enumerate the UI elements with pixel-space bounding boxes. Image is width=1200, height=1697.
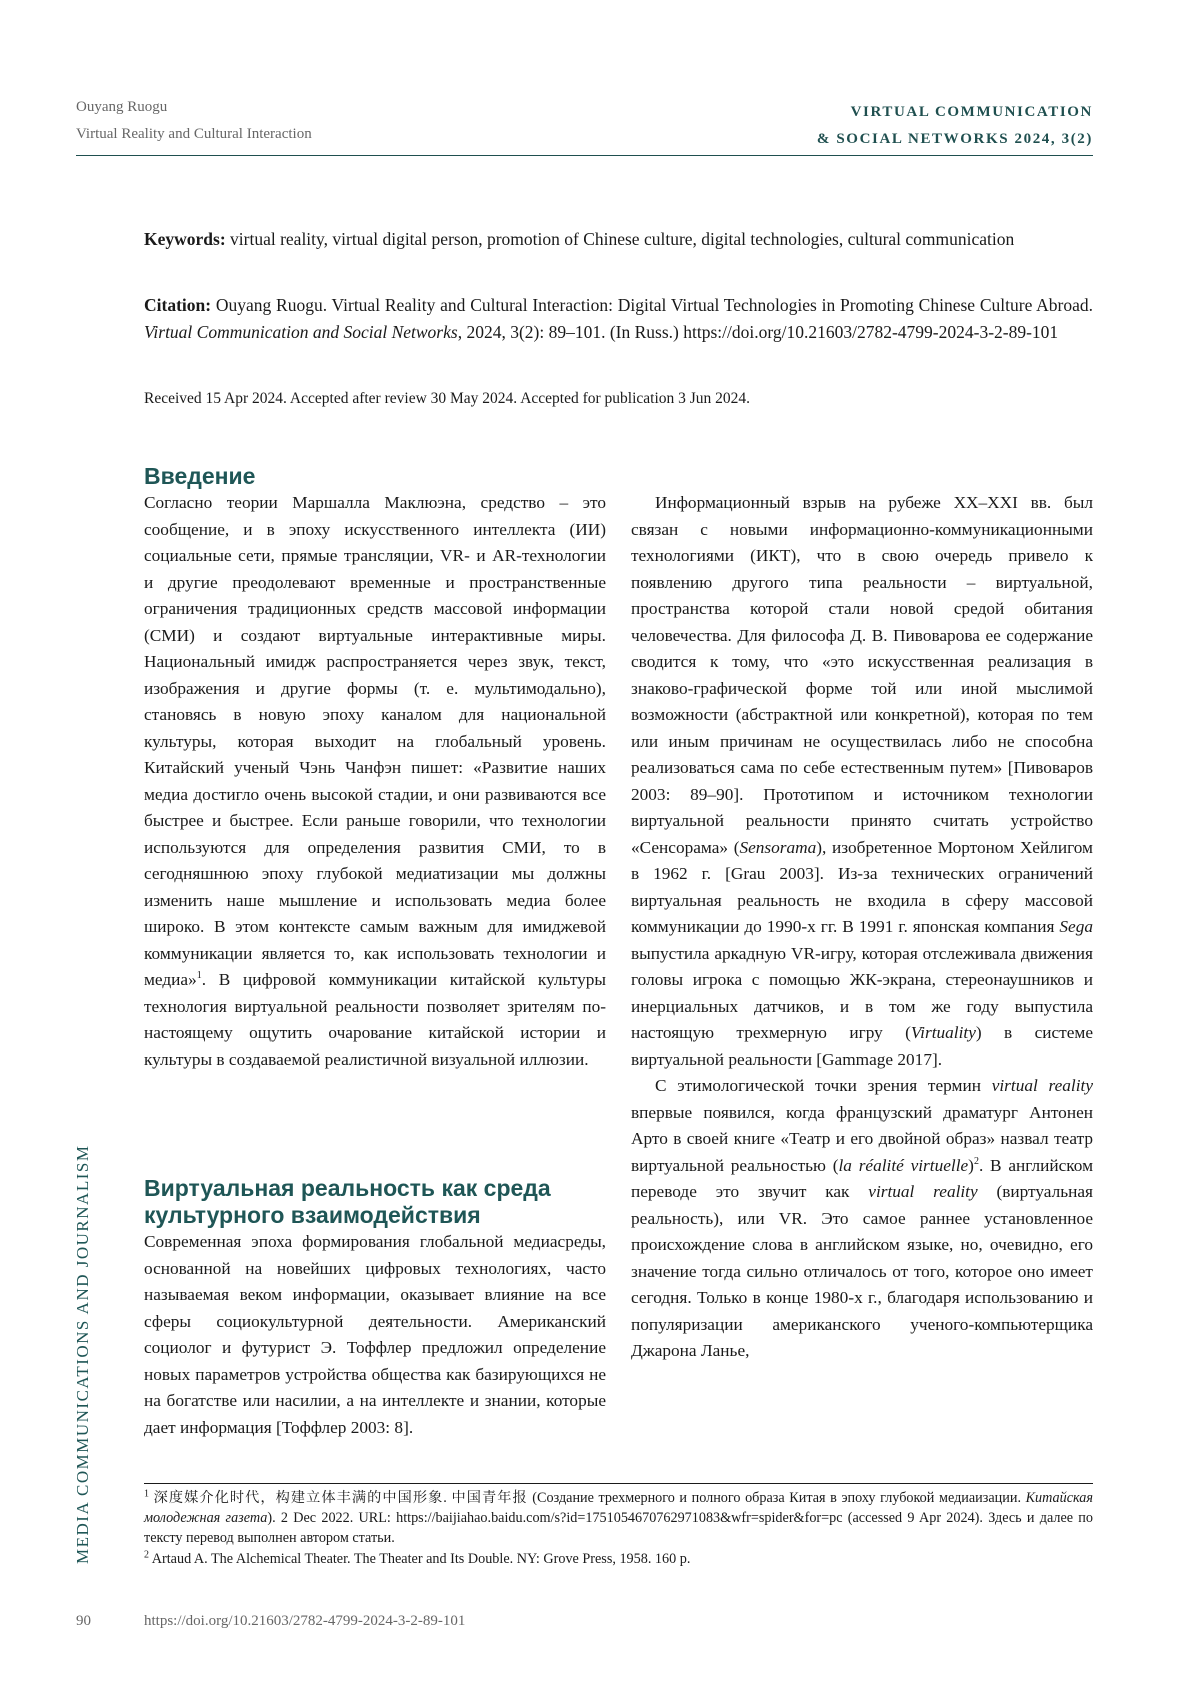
citation-label: Citation:	[144, 295, 212, 315]
left-column	[144, 490, 606, 1073]
intro-text-b: . В цифровой коммуникации китайской культуры технология виртуальной реальности позволяет зрителям по-настоящему ощутить очарование китайской истории и культуры в создаваемой реалистичной визуальной иллюзии.	[144, 970, 606, 1069]
p1-text-d: ) в системе виртуальной реальности [Gammage 2017].	[631, 1023, 1093, 1069]
p1-sega: Sega	[1059, 917, 1093, 936]
etymology-paragraph	[631, 1073, 1093, 1365]
running-author: Ouyang Ruogu	[76, 99, 168, 115]
section-side-label: MEDIA COMMUNICATIONS AND JOURNALISM	[73, 1144, 92, 1564]
footnote-2-text: Artaud A. The Alchemical Theater. The Theater and Its Double. NY: Grove Press, 1958. 160 p.	[151, 1551, 691, 1567]
citation	[144, 292, 1093, 346]
heading-virtual-reality: Виртуальная реальность как среда культурного взаимодействия	[144, 1175, 551, 1228]
p2-text-b: впервые появился, когда французский драматург Антонен Арто в своей книге «Театр и его двойной образ» назвал театр виртуальной реальностью (	[631, 1102, 1093, 1175]
intro-text-a: Согласно теории Маршалла Маклюэна, средство – это сообщение, и в эпоху искусственного интеллекта (ИИ) социальные сети, прямые трансляции, VR- и AR-технологии и другие преодолевают временные и пространственные ограничения традиционных средств массовой информации (СМИ) и создают виртуальные интерактивные миры. Национальный имидж распространяется через звук, текст, изображения и другие формы (т. е. мультимодально), становясь в новую эпоху каналом для национальной культуры, которая выходит на глобальный уровень. Китайский ученый Чэнь Чанфэн пишет: «Развитие наших медиа достигло очень высокой стадии, и они развиваются все быстрее и быстрее. Если раньше говорили, что технологии используются для определения развития СМИ, то в сегодняшнюю эпоху глубокой медиатизации мы должны изменить наше мышление и использовать медиа более широко. В этом контексте самым важным для имиджевой коммуникации является то, как использовать технологии и медиа»	[144, 493, 606, 989]
p1-virtuality: Virtuality	[910, 1023, 976, 1042]
footer-doi-link[interactable]: https://doi.org/10.21603/2782-4799-2024-3-2-89-101	[144, 1613, 466, 1629]
vr-paragraph: Современная эпоха формирования глобальной медиасреды, основанной на новейших цифровых технологиях, часто называемая веком информации, оказывает влияние на все сферы социокультурной деятельности. Американский социолог и футурист Э. Тоффлер предложил определение новых параметров устройства общества как базирующихся не на богатстве или насилии, а на интеллекте и знании, которые дает информация [Тоффлер 2003: 8].	[144, 1232, 606, 1437]
citation-text-2: , 2024, 3(2): 89–101. (In Russ.) https://doi.org/10.21603/2782-4799-2024-3-2-89-101	[457, 322, 1059, 342]
right-column	[631, 490, 1093, 1365]
footnote-1	[144, 1488, 1093, 1548]
footnote-rule	[144, 1483, 1093, 1484]
citation-journal: Virtual Communication and Social Networks	[144, 322, 458, 342]
p2-virtual-reality-2: virtual reality	[868, 1182, 978, 1201]
footnote-1-text-a: 深度媒介化时代，构建立体丰满的中国形象. 中国青年报 (Создание трехмерного и полного образа Китая в эпоху глубокой медиаизации.	[153, 1490, 1026, 1506]
footnote-1-number: 1	[144, 1488, 149, 1500]
p1-text-c: выпустила аркадную VR-игру, которая отслеживала движения головы игрока с помощью ЖК-экрана, стереонаушников и инерциальных датчиков, и в том же году выпустила настоящую трехмерную игру (	[631, 943, 1093, 1042]
journal-name	[817, 99, 1093, 153]
keywords-label: Keywords:	[144, 229, 226, 249]
p2-la-realite: la réalité virtuelle	[838, 1155, 969, 1175]
running-title: Virtual Reality and Cultural Interaction	[76, 126, 312, 142]
footnote-2	[144, 1549, 1093, 1569]
received-dates: Received 15 Apr 2024. Accepted after review 30 May 2024. Accepted for publication 3 Jun 2024.	[144, 390, 751, 407]
citation-text-1: Ouyang Ruogu. Virtual Reality and Cultural Interaction: Digital Virtual Technologies in Promoting Chinese Culture Abroad.	[215, 295, 1093, 315]
p1-text-a: Информационный взрыв на рубеже XX–XXI вв. был связан с новыми информационно-коммуникационными технологиями (ИКТ), что в свою очередь привело к появлению другого типа реальности – виртуальной, пространства которой стали новой средой обитания человечества. Для философа Д. В. Пивоварова ее содержание сводится к тому, что «это искусственная реализация в знаково-графической форме той или иной мыслимой возможности (абстрактной или конкретной), которая по тем или иным причинам не осуществилась либо не способна реализоваться сама по себе естественным путем» [Пивоваров 2003: 89–90]. Прототипом и источником технологии виртуальной реальности принято считать устройство «Сенсорама» (	[631, 493, 1093, 857]
p2-virtual-reality-1: virtual reality	[991, 1076, 1093, 1095]
p2-text-a: С этимологической точки зрения термин	[655, 1076, 992, 1095]
footnote-1-italic: Китайская молодежная газета	[144, 1490, 1093, 1526]
page-number: 90	[76, 1613, 91, 1629]
p1-text-b: ), изобретенное Мортоном Хейлигом в 1962 г. [Grau 2003]. Из-за технических ограничений виртуальная реальность не входила в сферу массовой коммуникации до 1990-х гг. В 1991 г. японская компания	[631, 837, 1093, 936]
p2-text-d: . В английском переводе это звучит как	[631, 1155, 1093, 1201]
journal-name-line1: VIRTUAL COMMUNICATION	[850, 104, 1093, 120]
keywords	[144, 226, 1093, 253]
p2-text-c: )	[968, 1155, 974, 1175]
footnote-ref-1[interactable]: 1	[196, 970, 202, 982]
header-rule	[76, 155, 1093, 156]
keywords-text: virtual reality, virtual digital person, promotion of Chinese culture, digital technologies, cultural communication	[230, 229, 1015, 249]
heading-introduction: Введение	[144, 463, 256, 489]
footnote-2-number: 2	[144, 1549, 149, 1561]
p1-sensorama: Sensorama	[739, 837, 817, 857]
footnote-ref-2[interactable]: 2	[973, 1155, 979, 1167]
intro-paragraph	[144, 490, 606, 1073]
p2-text-e: (виртуальная реальность), или VR. Это самое раннее установленное происхождение слова в английском языке, но, очевидно, его значение тогда сильно отличалось от того, которое оно имеет сегодня. Только в конце 1980-х г., благодаря использованию и популяризации американского ученого-компьютерщика Джарона Ланье,	[631, 1182, 1093, 1360]
footnote-1-text-b: ). 2 Dec 2022. URL: https://baijiahao.baidu.com/s?id=1751054670762971083&wfr=spider&for=pc (accessed 9 Apr 2024). Здесь и далее по тексту перевод выполнен автором статьи.	[144, 1510, 1093, 1546]
journal-name-line2: & SOCIAL NETWORKS 2024, 3(2)	[816, 131, 1093, 147]
left-column-lower	[144, 1229, 606, 1441]
info-explosion-paragraph	[631, 490, 1093, 1073]
